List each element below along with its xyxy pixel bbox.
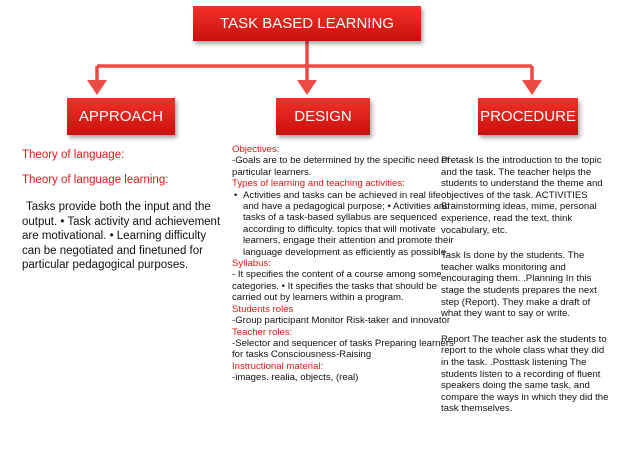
instructional-material-text: -images. realia, objects, (real) bbox=[232, 372, 359, 384]
teacher-roles-text: -Selector and sequencer of tasks Preparing learners for tasks Consciousness-Raising bbox=[232, 337, 454, 361]
approach-label: APPROACH bbox=[78, 108, 164, 125]
report-text: Report The teacher ask the students to report to the whole class what they did in the task. .Posttask listening The students listen to a recording of fluent speakers doing the same task, and compare the ways in which they did the task themselves. bbox=[441, 333, 609, 415]
design-label: DESIGN bbox=[294, 108, 352, 125]
arrowhead-design bbox=[297, 80, 317, 95]
design-box bbox=[276, 98, 370, 135]
students-roles-heading: Students roles bbox=[232, 303, 294, 315]
theory-of-language: Theory of language: bbox=[22, 149, 125, 161]
title-text: TASK BASED LEARNING bbox=[220, 15, 394, 32]
syllabus-text: - It specifies the content of a course among some categories. • It specifies the tasks that should be carried out by learners within a program. bbox=[232, 269, 442, 304]
students-roles-text: -Group participant Monitor Risk-taker and innovator bbox=[232, 315, 451, 327]
design-column bbox=[232, 144, 457, 384]
approach-box bbox=[67, 98, 175, 135]
approach-body: Tasks provide both the input and the output. • Task activity and achievement are motivational. • Learning difficulty can be negotiated and finetuned for particular pedagogical purposes. bbox=[22, 201, 221, 271]
types-text-body: Activities and tasks can be achieved in real life and have a pedagogical purpose; • Activities and tasks of a task-based syllabus are sequenced according to difficulty. topics that will motivate learners, engage their attention and promote their language development as efficiently as possible bbox=[243, 189, 454, 258]
bullet-dot: • bbox=[234, 189, 238, 201]
objectives-text: -Goals are to be determined by the specific need of particular learners. bbox=[232, 155, 450, 178]
procedure-label: PROCEDURE bbox=[480, 108, 576, 125]
procedure-box bbox=[478, 98, 578, 135]
syllabus-heading: Syllabus: bbox=[232, 258, 271, 270]
arrowhead-procedure bbox=[522, 80, 542, 95]
procedure-column bbox=[441, 155, 611, 429]
instructional-material-heading: Instructional material: bbox=[232, 360, 324, 372]
title-box bbox=[193, 6, 421, 41]
types-heading: Types of learning and teaching activities: bbox=[232, 178, 405, 190]
approach-column bbox=[22, 148, 222, 273]
objectives-heading: Objectives: bbox=[232, 144, 280, 155]
arrowhead-approach bbox=[87, 80, 107, 95]
pretask-text: Pretask Is the introduction to the topic and the task. The teacher helps the students to understand the theme and objectives of the task. ACTIVITIES Brainstorming ideas, mime, personal experience, read the text, think vocabulary, etc. bbox=[441, 155, 603, 236]
task-text: Task Is done by the students. The teacher walks monitoring and encouraging them. .Planning In this stage the students prepares the next step (Report). They make a draft of what they want to say or write. bbox=[441, 250, 597, 320]
theory-of-language-learning: Theory of language learning: bbox=[22, 174, 169, 186]
teacher-roles-heading: Teacher roles: bbox=[232, 326, 293, 338]
types-text bbox=[232, 190, 457, 258]
